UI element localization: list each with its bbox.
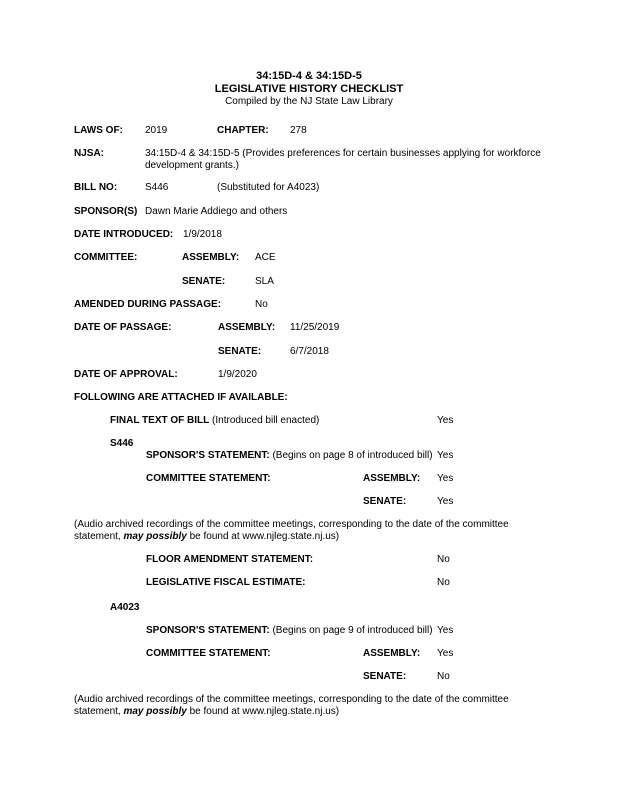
floor-amendment-value: No <box>437 554 450 565</box>
laws-of-value: 2019 <box>145 125 168 136</box>
s446-sponsor-value: Yes <box>437 450 454 461</box>
passage-assembly-label: ASSEMBLY: <box>218 322 276 333</box>
a4023-sponsor-row <box>146 625 433 637</box>
s446-assembly-value: Yes <box>437 473 454 484</box>
date-introduced-value: 1/9/2018 <box>183 229 222 240</box>
chapter-value: 278 <box>290 125 307 136</box>
committee-senate-label: SENATE: <box>182 276 226 287</box>
laws-of-label: LAWS OF: <box>74 125 123 136</box>
page-subtitle: LEGISLATIVE HISTORY CHECKLIST <box>214 83 404 95</box>
audio-note-2-line1: (Audio archived recordings of the committee meetings, corresponding to the date of the committee <box>74 694 509 705</box>
passage-assembly-value: 11/25/2019 <box>290 322 340 333</box>
passage-senate-label: SENATE: <box>218 346 262 357</box>
floor-amendment-label: FLOOR AMENDMENT STATEMENT: <box>146 554 314 565</box>
approval-value: 1/9/2020 <box>218 369 257 380</box>
fiscal-estimate-label: LEGISLATIVE FISCAL ESTIMATE: <box>146 577 306 588</box>
a4023-senate-value: No <box>437 671 450 682</box>
audio-note-2-line2 <box>74 706 339 718</box>
date-introduced-label: DATE INTRODUCED: <box>74 229 174 240</box>
committee-assembly-label: ASSEMBLY: <box>182 252 240 263</box>
page-title: 34:15D-4 & 34:15D-5 <box>256 70 362 82</box>
audio-note-2-pre: statement, <box>74 706 124 717</box>
s446-senate-value: Yes <box>437 496 454 507</box>
s446-heading: S446 <box>110 438 134 449</box>
s446-senate-label: SENATE: <box>363 496 407 507</box>
a4023-sponsor-label: SPONSOR'S STATEMENT: <box>146 625 270 636</box>
a4023-sponsor-value: Yes <box>437 625 454 636</box>
audio-note-1-post: be found at www.njleg.state.nj.us) <box>186 531 340 542</box>
s446-assembly-label: ASSEMBLY: <box>363 473 421 484</box>
final-text-note: (Introduced bill enacted) <box>212 415 320 426</box>
sponsor-label: SPONSOR(S) <box>74 206 138 217</box>
final-text-label: FINAL TEXT OF BILL <box>110 415 210 426</box>
s446-sponsor-note: (Begins on page 8 of introduced bill) <box>272 450 433 461</box>
compiled-by: Compiled by the NJ State Law Library <box>225 96 393 107</box>
amended-label: AMENDED DURING PASSAGE: <box>74 299 222 310</box>
following-heading: FOLLOWING ARE ATTACHED IF AVAILABLE: <box>74 392 288 403</box>
audio-note-1-line1: (Audio archived recordings of the committee meetings, corresponding to the date of the committee <box>74 519 509 530</box>
chapter-label: CHAPTER: <box>217 125 269 136</box>
a4023-heading: A4023 <box>110 602 140 613</box>
amended-value: No <box>255 299 268 310</box>
bill-no-value: S446 <box>145 182 169 193</box>
audio-note-1-emphasis: may possibly <box>123 531 187 542</box>
final-text-value: Yes <box>437 415 454 426</box>
fiscal-estimate-value: No <box>437 577 450 588</box>
s446-sponsor-label: SPONSOR'S STATEMENT: <box>146 450 270 461</box>
committee-senate-value: SLA <box>255 276 274 287</box>
bill-no-label: BILL NO: <box>74 182 118 193</box>
s446-sponsor-row <box>146 450 433 462</box>
final-text-row <box>110 415 319 427</box>
passage-senate-value: 6/7/2018 <box>290 346 329 357</box>
a4023-committee-label: COMMITTEE STATEMENT: <box>146 648 271 659</box>
approval-label: DATE OF APPROVAL: <box>74 369 178 380</box>
a4023-senate-label: SENATE: <box>363 671 407 682</box>
audio-note-2-post: be found at www.njleg.state.nj.us) <box>186 706 340 717</box>
audio-note-2-emphasis: may possibly <box>123 706 187 717</box>
a4023-assembly-value: Yes <box>437 648 454 659</box>
bill-no-note: (Substituted for A4023) <box>217 182 320 193</box>
s446-committee-label: COMMITTEE STATEMENT: <box>146 473 271 484</box>
njsa-line2: development grants.) <box>145 160 239 171</box>
njsa-label: NJSA: <box>74 148 105 159</box>
passage-label: DATE OF PASSAGE: <box>74 322 172 333</box>
a4023-sponsor-note: (Begins on page 9 of introduced bill) <box>272 625 433 636</box>
committee-assembly-value: ACE <box>255 252 276 263</box>
njsa-line1: 34:15D-4 & 34:15D-5 (Provides preferences for certain businesses applying for workforce <box>145 148 541 159</box>
audio-note-1-line2 <box>74 531 339 543</box>
committee-label: COMMITTEE: <box>74 252 138 263</box>
audio-note-1-pre: statement, <box>74 531 124 542</box>
a4023-assembly-label: ASSEMBLY: <box>363 648 421 659</box>
sponsor-value: Dawn Marie Addiego and others <box>145 206 288 217</box>
